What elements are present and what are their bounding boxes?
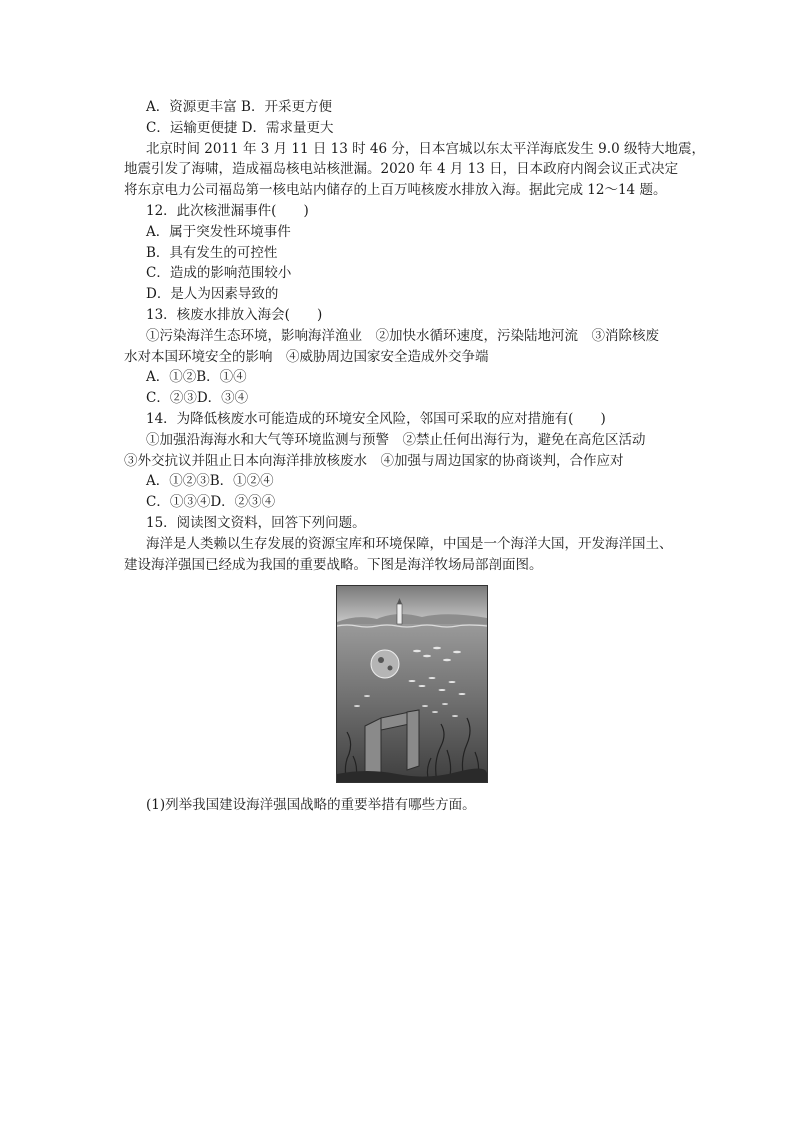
passage-line: 将东京电力公司福岛第一核电站内储存的上百万吨核废水排放入海。据此完成 12～14 题。 xyxy=(124,182,667,199)
option-line: A．①②B．①④ xyxy=(146,369,247,386)
passage-line: 海洋是人类赖以生存发展的资源宝库和环境保障，中国是一个海洋大国，开发海洋国土、 xyxy=(146,535,673,552)
option-line: C．①③④D．②③④ xyxy=(146,494,276,511)
document-content xyxy=(124,97,705,816)
sphere-detail xyxy=(388,666,393,671)
question-14: 14．为降低核废水可能造成的环境安全风险，邻国可采取的应对措施有( ) xyxy=(146,410,606,427)
question-15: 15．阅读图文资料，回答下列问题。 xyxy=(146,514,366,531)
statement-line: 水对本国环境安全的影响 ④威胁周边国家安全造成外交争端 xyxy=(124,348,489,365)
statement-line: ①加强沿海海水和大气等环境监测与预警 ②禁止任何出海行为，避免在高危区活动 xyxy=(146,431,646,448)
sphere-detail xyxy=(378,657,384,663)
monitoring-sphere xyxy=(371,650,399,678)
option-line: C．②③D．③④ xyxy=(146,390,249,407)
option-line: D．是人为因素导致的 xyxy=(146,286,279,303)
option-line: C．运输更便捷 D．需求量更大 xyxy=(146,119,334,136)
statement-line: ③外交抗议并阻止日本向海洋排放核废水 ④加强与周边国家的协商谈判，合作应对 xyxy=(124,452,624,469)
passage-line: 建设海洋强国已经成为我国的重要战略。下图是海洋牧场局部剖面图。 xyxy=(124,556,543,573)
option-line: B．具有发生的可控性 xyxy=(146,244,278,261)
question-12: 12．此次核泄漏事件( ) xyxy=(146,202,309,219)
option-line: A．①②③B．①②④ xyxy=(146,473,274,490)
passage-line: 地震引发了海啸，造成福岛核电站核泄漏。2020 年 4 月 13 日，日本政府内阁会议正式决定 xyxy=(124,161,679,178)
ocean-ranch-figure xyxy=(336,585,488,783)
option-line: A．资源更丰富 B．开采更方便 xyxy=(146,99,332,115)
sub-question-1: (1)列举我国建设海洋强国战略的重要举措有哪些方面。 xyxy=(146,797,476,814)
passage-line: 北京时间 2011 年 3 月 11 日 13 时 46 分，日本宫城以东太平洋海底发生 9.0 级特大地震， xyxy=(146,140,705,157)
buoy xyxy=(397,604,402,624)
question-13: 13．核废水排放入海会( ) xyxy=(146,306,323,323)
option-line: A．属于突发性环境事件 xyxy=(146,223,291,240)
ocean-ranch-illustration xyxy=(337,586,487,782)
statement-line: ①污染海洋生态环境，影响海洋渔业 ②加快水循环速度，污染陆地河流 ③消除核废 xyxy=(146,327,659,344)
option-line: C．造成的影响范围较小 xyxy=(146,265,292,282)
